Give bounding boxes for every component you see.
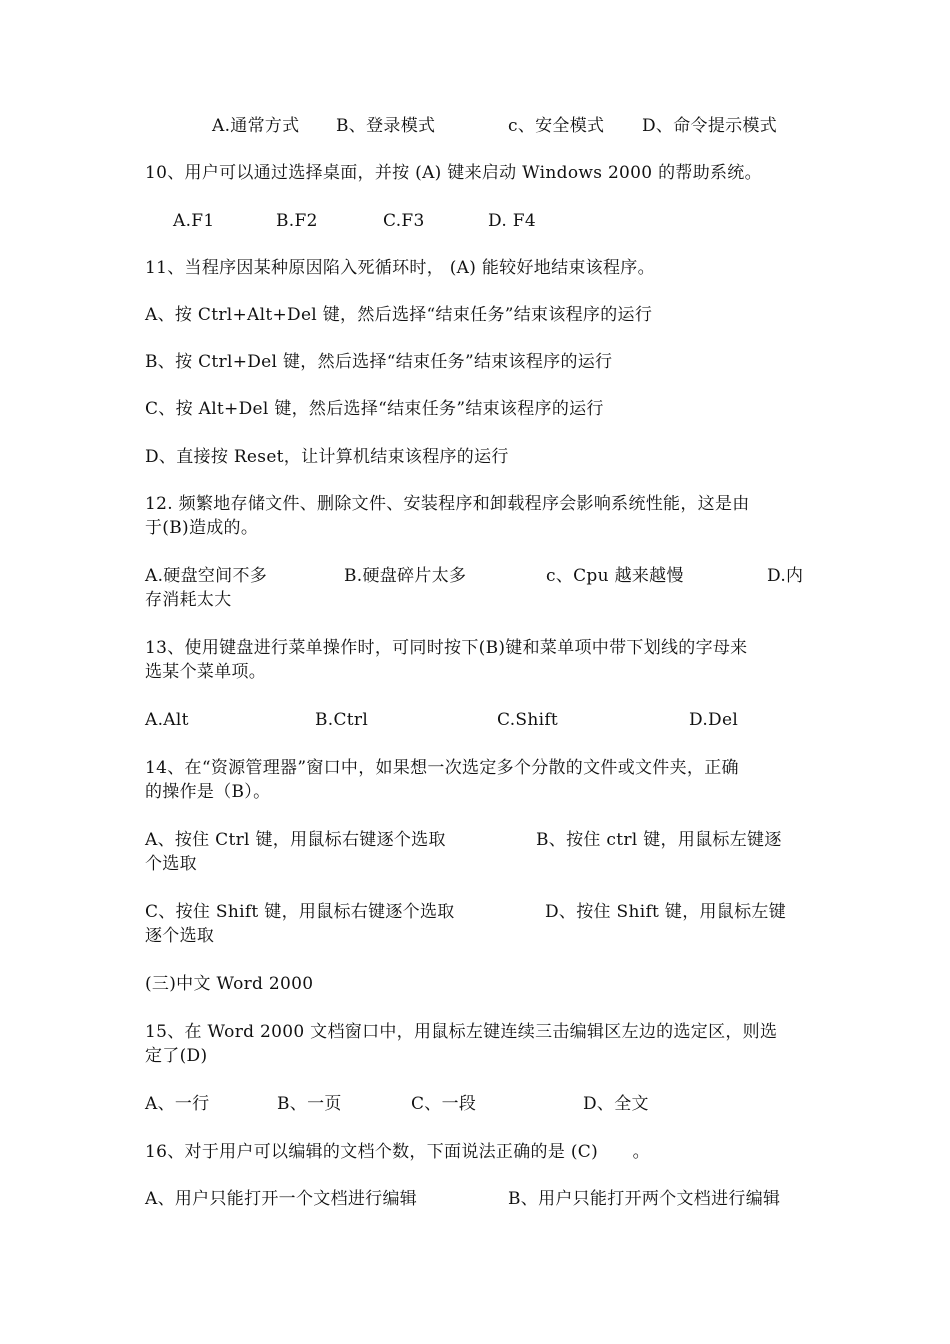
- q15-stem-line1: 15、在 Word 2000 文档窗口中，用鼠标左键连续三击编辑区左边的选定区，则选: [145, 1022, 778, 1042]
- q13-option-b: B.Ctrl: [315, 710, 369, 730]
- q14-stem-line2: 的操作是（B）。: [145, 782, 271, 802]
- q12-stem-line2: 于(B)造成的。: [145, 518, 259, 538]
- q12-option-d: D.内: [767, 566, 804, 586]
- q10-option-b: B.F2: [276, 211, 318, 231]
- q13-stem-line2: 选某个菜单项。: [145, 662, 267, 682]
- q10-option-d: D. F4: [488, 211, 536, 231]
- q14-option-b: B、按住 ctrl 键，用鼠标左键逐: [536, 830, 782, 850]
- q11-option-a: A、按 Ctrl+Alt+Del 键，然后选择“结束任务”结束该程序的运行: [145, 305, 653, 325]
- q14-option-d: D、按住 Shift 键，用鼠标左键: [545, 902, 786, 922]
- q13-stem-line1: 13、使用键盘进行菜单操作时，可同时按下(B)键和菜单项中带下划线的字母来: [145, 638, 748, 658]
- q11-option-c: C、按 Alt+Del 键，然后选择“结束任务”结束该程序的运行: [145, 399, 604, 419]
- q12-option-a: A.硬盘空间不多: [145, 566, 268, 586]
- q12-option-d-cont: 存消耗太大: [145, 590, 232, 610]
- q9-option-d: D、命令提示模式: [642, 116, 778, 136]
- q13-option-d: D.Del: [689, 710, 739, 730]
- q12-option-c: c、Cpu 越来越慢: [546, 566, 684, 586]
- q13-option-a: A.Alt: [145, 710, 189, 730]
- q15-option-a: A、一行: [145, 1094, 210, 1114]
- q14-option-d-cont: 逐个选取: [145, 926, 215, 946]
- q9-option-a: A.通常方式: [212, 116, 300, 136]
- q14-stem-line1: 14、在“资源管理器”窗口中，如果想一次选定多个分散的文件或文件夹，正确: [145, 758, 739, 778]
- q9-option-c: c、安全模式: [508, 116, 605, 136]
- q16-stem: 16、对于用户可以编辑的文档个数，下面说法正确的是 (C) 。: [145, 1142, 650, 1162]
- q16-option-b: B、用户只能打开两个文档进行编辑: [508, 1189, 781, 1209]
- q15-option-b: B、一页: [277, 1094, 342, 1114]
- q10-stem: 10、用户可以通过选择桌面，并按 (A) 键来启动 Windows 2000 的帮助系统。: [145, 163, 762, 183]
- q16-option-a: A、用户只能打开一个文档进行编辑: [145, 1189, 418, 1209]
- q13-option-c: C.Shift: [497, 710, 559, 730]
- q15-option-d: D、全文: [583, 1094, 649, 1114]
- q15-option-c: C、一段: [411, 1094, 477, 1114]
- q14-option-a: A、按住 Ctrl 键，用鼠标右键逐个选取: [145, 830, 446, 850]
- q15-stem-line2: 定了(D): [145, 1046, 208, 1066]
- q12-option-b: B.硬盘碎片太多: [344, 566, 467, 586]
- q11-option-b: B、按 Ctrl+Del 键，然后选择“结束任务”结束该程序的运行: [145, 352, 613, 372]
- q11-stem: 11、当程序因某种原因陷入死循环时， (A) 能较好地结束该程序。: [145, 258, 655, 278]
- q11-option-d: D、直接按 Reset，让计算机结束该程序的运行: [145, 447, 509, 467]
- q10-option-c: C.F3: [383, 211, 425, 231]
- q9-option-b: B、登录模式: [336, 116, 436, 136]
- q12-stem-line1: 12. 频繁地存储文件、删除文件、安装程序和卸载程序会影响系统性能，这是由: [145, 494, 750, 514]
- q14-option-c: C、按住 Shift 键，用鼠标右键逐个选取: [145, 902, 455, 922]
- q10-option-a: A.F1: [173, 211, 215, 231]
- section-title: (三)中文 Word 2000: [145, 974, 314, 994]
- q14-option-b-cont: 个选取: [145, 854, 197, 874]
